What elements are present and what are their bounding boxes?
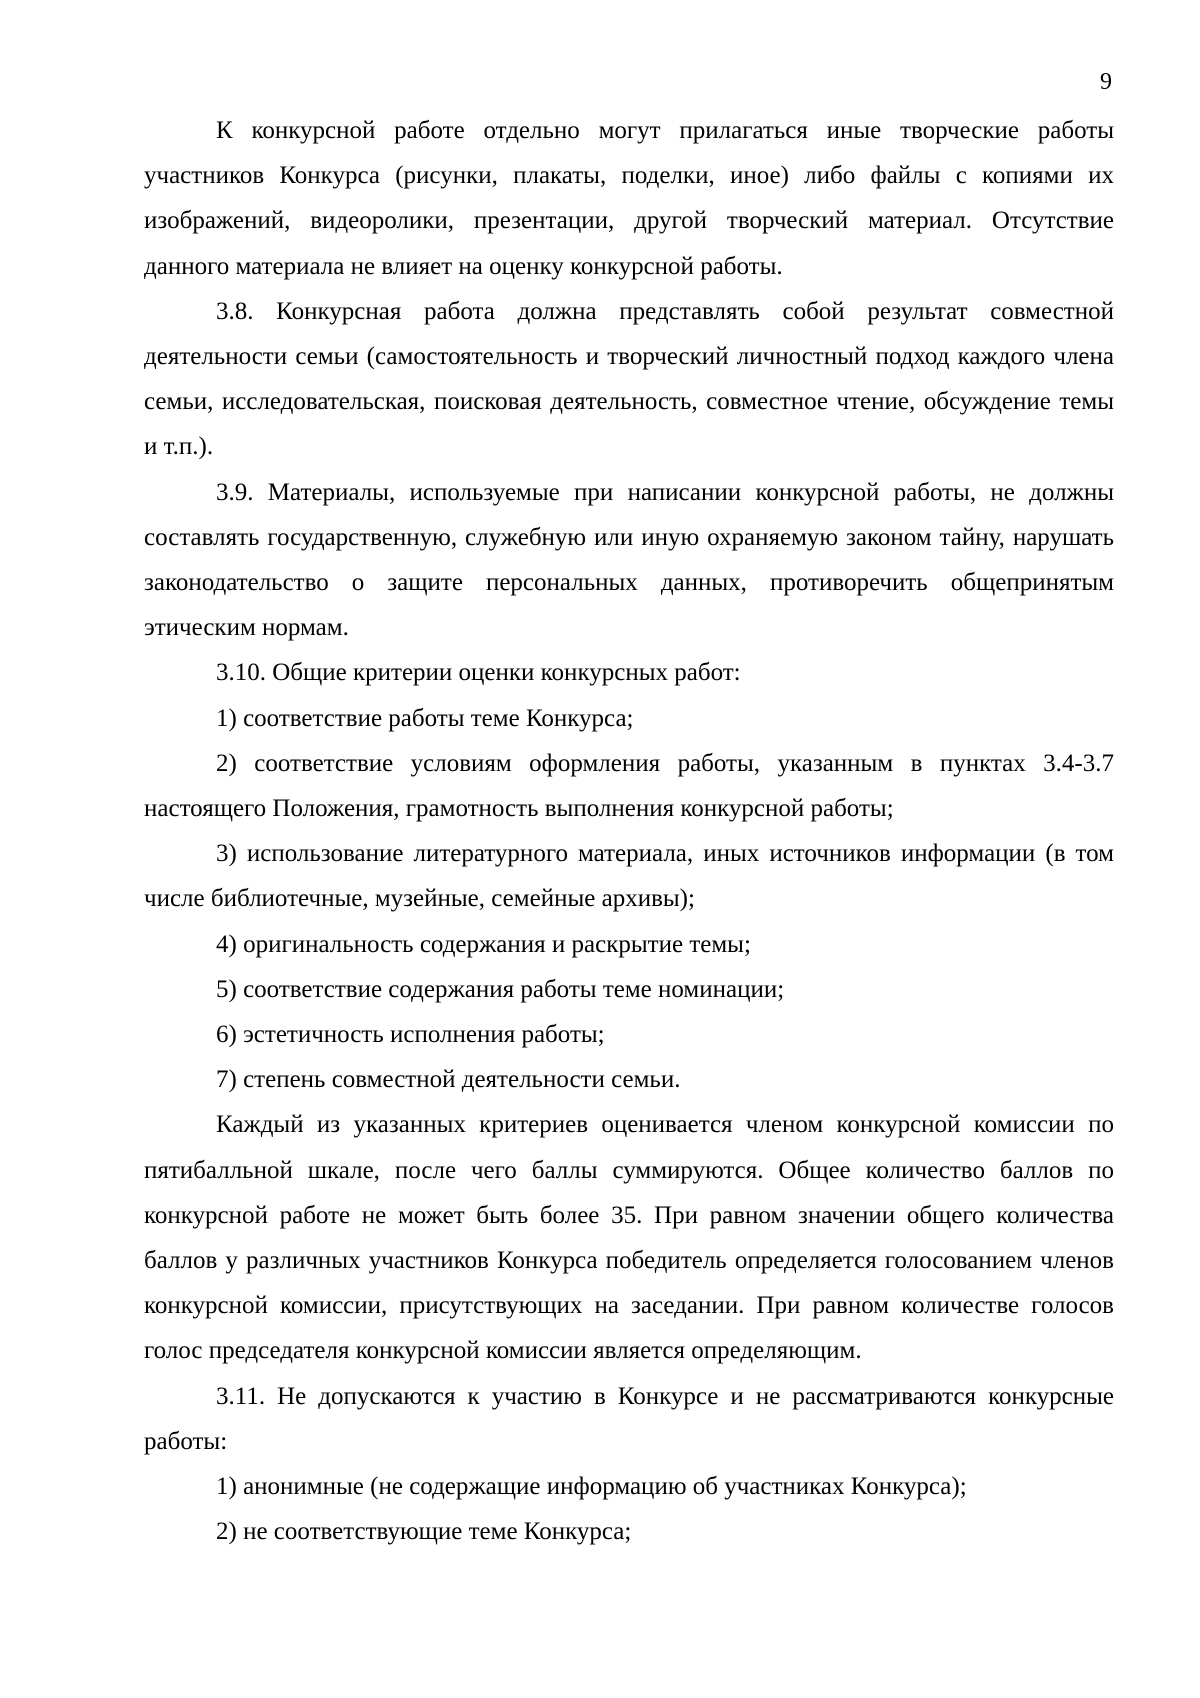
criterion-2: 2) соответствие условиям оформления работы, указанным в пунктах 3.4-3.7 настоящего Положения, грамотность выполнения конкурсной работы; bbox=[144, 749, 1114, 823]
criterion-1: 1) соответствие работы теме Конкурса; bbox=[216, 704, 634, 732]
criterion-6: 6) эстетичность исполнения работы; bbox=[216, 1021, 605, 1049]
exclusion-2: 2) не соответствующие теме Конкурса; bbox=[216, 1518, 632, 1546]
paragraph-3-11: 3.11. Не допускаются к участию в Конкурсе и не рассматриваются конкурсные работы: bbox=[144, 1382, 1114, 1455]
paragraph-scoring: Каждый из указанных критериев оценивается членом конкурсной комиссии по пятибалльной шкале, после чего баллы суммируются. Общее количество баллов по конкурсной работе не может быть более 35. При равном значении общего количества баллов у различных участников Конкурса победитель определяется голосованием членов конкурсной комиссии, присутствующих на заседании. При равном количестве голосов голос председателя конкурсной комиссии является определяющим. bbox=[144, 1111, 1114, 1365]
paragraph-3-8: 3.8. Конкурсная работа должна представлять собой результат совместной деятельности семьи (самостоятельность и творческий личностный подход каждого члена семьи, исследовательская, поисковая деятельность, совместное чтение, обсуждение темы и т.п.). bbox=[144, 297, 1114, 461]
criterion-3: 3) использование литературного материала, иных источников информации (в том числе библиотечные, музейные, семейные архивы); bbox=[144, 840, 1114, 913]
criterion-5: 5) соответствие содержания работы теме номинации; bbox=[216, 975, 785, 1003]
exclusion-1: 1) анонимные (не содержащие информацию об участниках Конкурса); bbox=[216, 1473, 967, 1501]
page-number: 9 bbox=[1100, 69, 1112, 95]
paragraph-3-10: 3.10. Общие критерии оценки конкурсных работ: bbox=[216, 659, 741, 687]
document-body bbox=[144, 108, 1114, 1555]
paragraph-attachments: К конкурсной работе отдельно могут прилагаться иные творческие работы участников Конкурса (рисунки, плакаты, поделки, иное) либо файлы с копиями их изображений, видеоролики, презентации, другой творческий материал. Отсутствие данного материала не влияет на оценку конкурсной работы. bbox=[144, 117, 1114, 280]
criterion-4: 4) оригинальность содержания и раскрытие темы; bbox=[216, 930, 751, 958]
paragraph-3-9: 3.9. Материалы, используемые при написании конкурсной работы, не должны составлять государственную, служебную или иную охраняемую законом тайну, нарушать законодательство о защите персональных данных, противоречить общепринятым этическим нормам. bbox=[144, 478, 1114, 642]
criterion-7: 7) степень совместной деятельности семьи. bbox=[216, 1066, 681, 1094]
